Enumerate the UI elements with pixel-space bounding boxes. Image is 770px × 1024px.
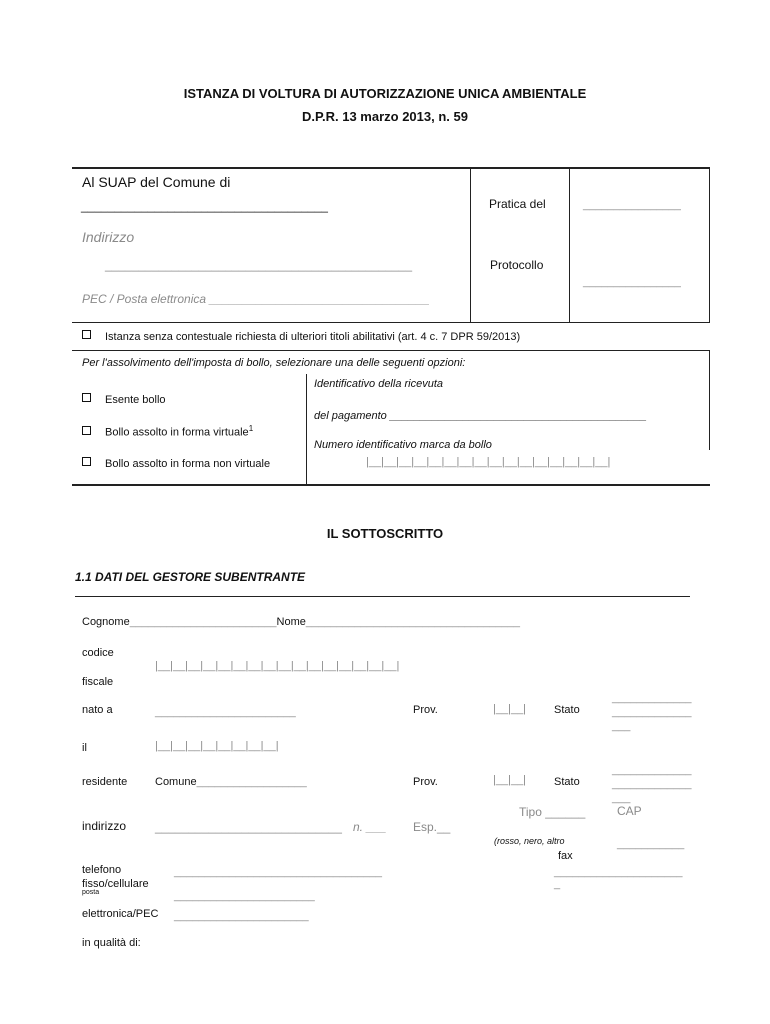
posta-label: posta <box>82 889 100 896</box>
cap-label: CAP <box>617 804 642 818</box>
marca-field[interactable]: |__|__|__|__|__|__|__|__|__|__|__|__|__|__|__|__| <box>366 456 611 468</box>
box-row-line-2 <box>72 350 710 351</box>
nome-field[interactable]: ___________________________________ <box>305 616 520 628</box>
suap-field[interactable]: _____________________________________ <box>81 199 328 213</box>
bollo-right-border <box>709 350 710 450</box>
nato-label: nato a <box>82 704 113 716</box>
comune-field[interactable]: __________________ <box>196 776 307 788</box>
document-subtitle: D.P.R. 13 marzo 2013, n. 59 <box>302 109 468 124</box>
fax-label: fax <box>558 850 573 862</box>
tipo-field[interactable]: ______ <box>545 805 586 819</box>
istanza-checkbox[interactable] <box>82 330 91 339</box>
il-label: il <box>82 742 87 754</box>
prov2-field[interactable]: |__|__| <box>493 774 527 786</box>
box-top-border <box>72 167 710 169</box>
pec-label: PEC / Posta elettronica _________________________________ <box>82 292 430 306</box>
pec2-field[interactable]: ______________________ <box>174 910 309 922</box>
indirizzo-label: Indirizzo <box>82 229 135 245</box>
pagamento-row: del pagamento __________________________________________ <box>314 410 647 422</box>
bollo-prompt: Per l'assolvimento dell'imposta di bollo, selezionare una delle seguenti opzioni: <box>82 357 466 369</box>
protocollo-field[interactable]: ________________ <box>583 276 681 288</box>
esponente-field[interactable]: Esp.__ <box>413 820 451 834</box>
stato-field-1[interactable]: _____________ <box>612 692 692 704</box>
indirizzo2-label: indirizzo <box>82 819 127 833</box>
suap-label: Al SUAP del Comune di <box>82 174 231 190</box>
fax-field-tail: _ <box>554 878 561 890</box>
fisso-label: fisso/cellulare <box>82 878 149 890</box>
prov-label: Prov. <box>413 704 438 716</box>
nato-field[interactable]: _______________________ <box>155 706 296 718</box>
indirizzo2-field[interactable]: ____________________________ <box>155 820 342 834</box>
date-field[interactable]: |__|__|__|__|__|__|__|__| <box>155 740 279 752</box>
virtuale-checkbox[interactable] <box>82 426 91 435</box>
stato2-label: Stato <box>554 776 580 788</box>
pagamento-field[interactable]: __________________________________________ <box>389 410 647 422</box>
telefono-label: telefono <box>82 864 122 876</box>
telefono-field[interactable]: __________________________________ <box>174 866 383 878</box>
stato-label: Stato <box>554 704 580 716</box>
option-esente[interactable]: Esente bollo <box>82 393 166 406</box>
codice-fiscale-field[interactable]: |__|__|__|__|__|__|__|__|__|__|__|__|__|__|__|__| <box>155 660 400 672</box>
stato-field-3[interactable]: ___ <box>612 720 631 732</box>
section-1-1-underline <box>75 596 690 597</box>
marca-label: Numero identificativo marca da bollo <box>314 439 492 451</box>
bollo-divider <box>306 374 307 484</box>
stato-field-2[interactable]: _____________ <box>612 706 692 718</box>
stato2-field-1[interactable]: _____________ <box>612 764 692 776</box>
prov-field[interactable]: |__|__| <box>493 703 527 715</box>
fiscale-label: fiscale <box>82 676 114 688</box>
protocollo-label: Protocollo <box>490 258 544 272</box>
pec2-label: elettronica/PEC <box>82 908 159 920</box>
pratica-label: Pratica del <box>489 197 546 211</box>
istanza-option[interactable]: Istanza senza contestuale richiesta di ulteriori titoli abilitativi (art. 4 c. 7 DPR 59/2013) <box>82 330 520 343</box>
box-right-border <box>709 169 710 322</box>
box-divider-left <box>470 169 471 322</box>
fax-field[interactable]: _____________________ <box>554 866 683 878</box>
posta-field[interactable]: _______________________ <box>174 890 315 902</box>
tipo-note: (rosso, nero, altro <box>494 836 565 846</box>
document-title: ISTANZA DI VOLTURA DI AUTORIZZAZIONE UNICA AMBIENTALE <box>183 86 587 101</box>
option-virtuale[interactable]: Bollo assolto in forma virtuale$^1$ <box>82 424 253 439</box>
cognome-field[interactable]: ________________________ <box>129 616 277 628</box>
residente-label: residente <box>82 776 128 788</box>
pec-field[interactable]: _________________________________ <box>209 292 430 306</box>
prov2-label: Prov. <box>413 776 438 788</box>
pratica-field[interactable]: ________________ <box>583 199 681 211</box>
section-title: IL SOTTOSCRITTO <box>326 526 444 541</box>
stato2-field-3[interactable]: ___ <box>612 792 631 804</box>
indirizzo-field[interactable]: ______________________________________________ <box>105 258 412 272</box>
qualita-label: in qualità di: <box>82 937 141 949</box>
codice-label: codice <box>82 647 114 659</box>
non-virtuale-checkbox[interactable] <box>82 457 91 466</box>
option-non-virtuale[interactable]: Bollo assolto in forma non virtuale <box>82 457 270 470</box>
cognome-row: Cognome________________________Nome___________________________________ <box>82 616 520 628</box>
box-bottom-border <box>72 484 710 486</box>
stato2-field-2[interactable]: _____________ <box>612 778 692 790</box>
section-1-1-heading: 1.1 DATI DEL GESTORE SUBENTRANTE <box>75 570 306 584</box>
esente-checkbox[interactable] <box>82 393 91 402</box>
tipo-row: Tipo ______ <box>519 805 586 819</box>
box-divider-right <box>569 169 570 322</box>
comune-row: Comune__________________ <box>155 776 307 788</box>
cap-field[interactable]: ___________ <box>617 838 685 850</box>
box-row-line-1 <box>72 322 710 323</box>
ricevuta-label: Identificativo della ricevuta <box>314 378 444 390</box>
numero-field[interactable]: n. ___ <box>353 820 387 834</box>
